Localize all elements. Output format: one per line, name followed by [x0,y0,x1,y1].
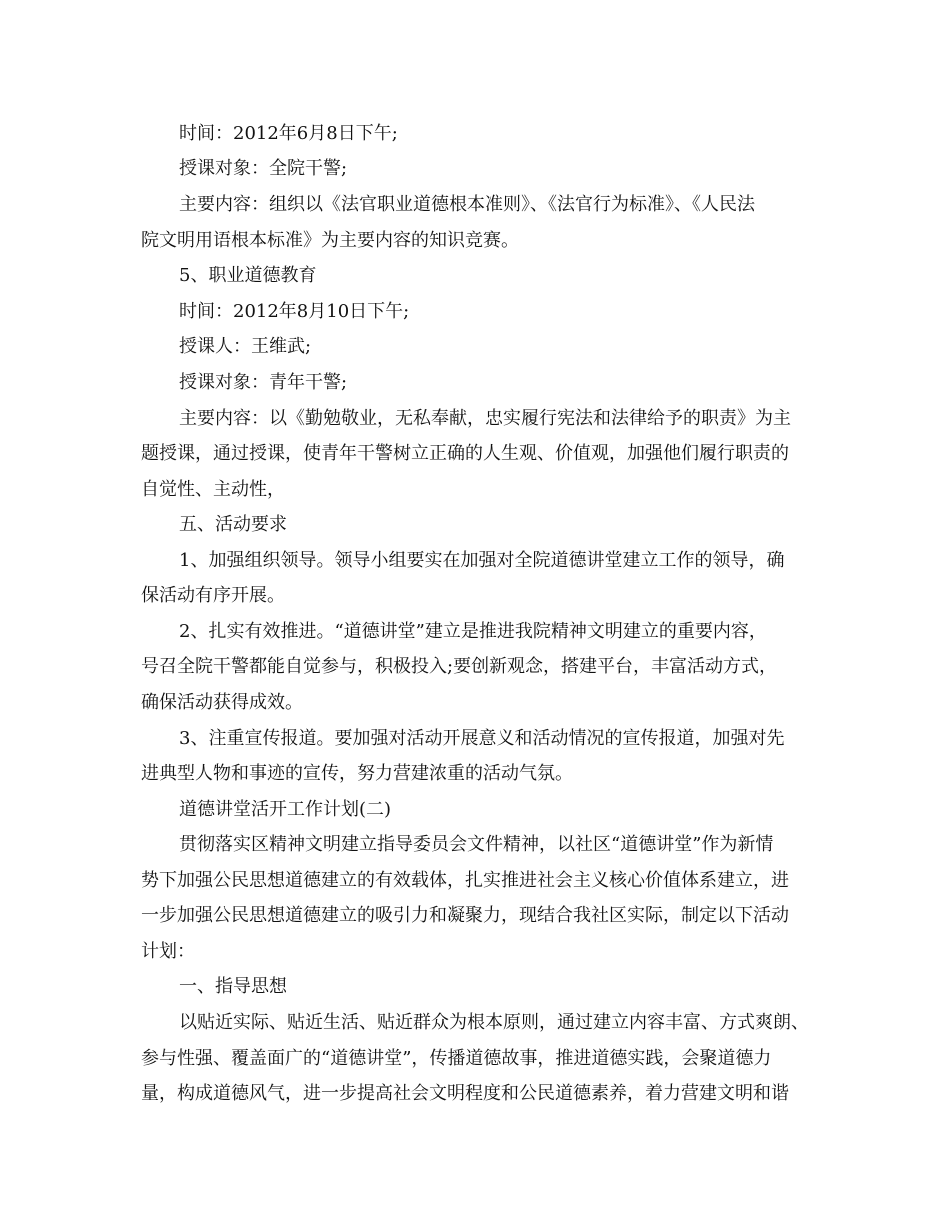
text-line: 3、注重宣传报道。要加强对活动开展意义和活动情况的宣传报道，加强对先 [179,728,785,749]
text-line: 授课对象：青年干警; [179,372,348,393]
text-line: 主要内容：组织以《法官职业道德根本准则》、《法官行为标准》、《人民法 [179,194,755,215]
text-line: 授课对象：全院干警; [179,158,348,179]
text-line: 量，构成道德风气，进一步提高社会文明程度和公民道德素养，着力营建文明和谐 [141,1083,789,1104]
section-heading: 5、职业道德教育 [179,265,317,286]
text-line: 贯彻落实区精神文明建立指导委员会文件精神，以社区“道德讲堂”作为新情 [179,834,774,855]
text-line: 计划： [141,941,195,962]
section-heading: 五、活动要求 [179,514,287,535]
document-subtitle: 道德讲堂活开工作计划(二) [179,799,392,820]
text-line: 自觉性、主动性， [141,479,285,500]
text-line: 院文明用语根本标准》为主要内容的知识竞赛。 [141,230,519,251]
text-line: 确保活动获得成效。 [141,692,303,713]
text-line: 以贴近实际、贴近生活、贴近群众为根本原则，通过建立内容丰富、方式爽朗、 [179,1012,809,1033]
text-line: 一步加强公民思想道德建立的吸引力和凝聚力，现结合我社区实际，制定以下活动 [141,905,789,926]
text-line: 势下加强公民思想道德建立的有效载体，扎实推进社会主义核心价值体系建立，进 [141,870,789,891]
text-line: 时间：2012年6月8日下午; [179,123,398,144]
text-line: 主要内容：以《勤勉敬业，无私奉献，忠实履行宪法和法律给予的职责》为主 [179,408,791,429]
text-line: 2、扎实有效推进。“道德讲堂”建立是推进我院精神文明建立的重要内容， [179,621,767,642]
text-line: 保活动有序开展。 [141,585,285,606]
text-line: 1、加强组织领导。领导小组要实在加强对全院道德讲堂建立工作的领导，确 [179,550,785,571]
text-line: 时间：2012年8月10日下午; [179,301,410,322]
text-line: 授课人：王维武; [179,336,312,357]
text-line: 题授课，通过授课，使青年干警树立正确的人生观、价值观，加强他们履行职责的 [141,443,789,464]
text-line: 号召全院干警都能自觉参与，积极投入;要创新观念，搭建平台，丰富活动方式， [141,656,778,677]
section-heading: 一、指导思想 [179,976,287,997]
text-line: 参与性强、覆盖面广的“道德讲堂”，传播道德故事，推进道德实践，会聚道德力 [141,1048,772,1069]
text-line: 进典型人物和事迹的宣传，努力营建浓重的活动气氛。 [141,763,573,784]
